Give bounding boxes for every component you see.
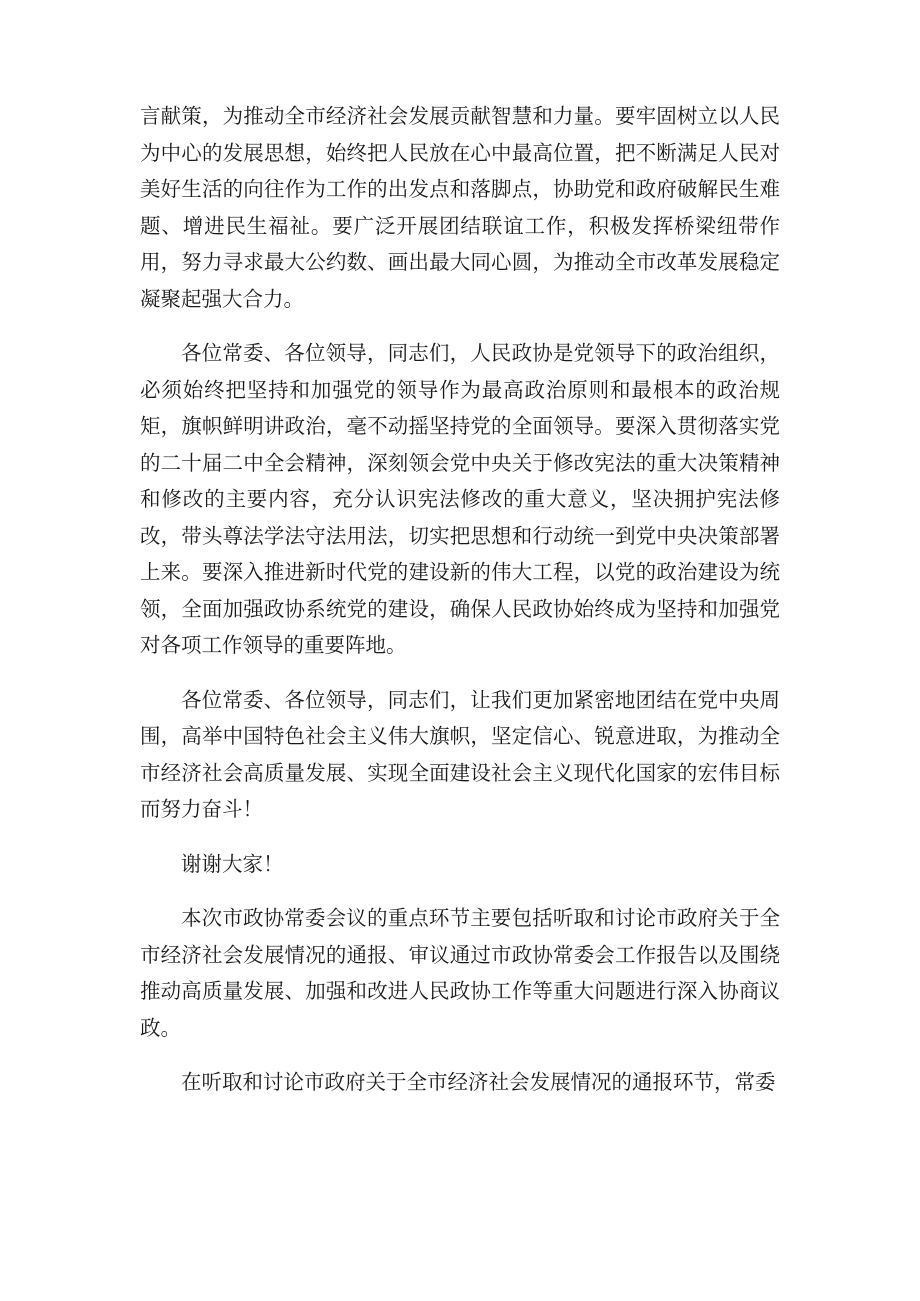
paragraph-6: 在听取和讨论市政府关于全市经济社会发展情况的通报环节，常委	[181, 1070, 776, 1094]
document-page	[140, 98, 780, 1119]
paragraph-5: 本次市政协常委会议的重点环节主要包括听取和讨论市政府关于全市经济社会发展情况的通报、审议通过市政协常委会工作报告以及围绕推动高质量发展、加强和改进人民政协工作等重大问题进行深入协商议政。	[140, 906, 780, 1040]
paragraph-2: 各位常委、各位领导，同志们，人民政协是党领导下的政治组织，必须始终把坚持和加强党的领导作为最高政治原则和最根本的政治规矩，旗帜鲜明讲政治，毫不动摇坚持党的全面领导。要深入贯彻落实党的二十届二中全会精神，深刻领会党中央关于修改宪法的重大决策精神和修改的主要内容，充分认识宪法修改的重大意义，坚决拥护宪法修改，带头尊法学法守法用法，切实把思想和行动统一到党中央决策部署上来。要深入推进新时代党的建设新的伟大工程，以党的政治建设为统领，全面加强政协系统党的建设，确保人民政协始终成为坚持和加强党对各项工作领导的重要阵地。	[140, 341, 780, 657]
paragraph-4: 谢谢大家！	[181, 851, 284, 876]
paragraph-1: 言献策，为推动全市经济社会发展贡献智慧和力量。要牢固树立以人民为中心的发展思想，始终把人民放在心中最高位置，把不断满足人民对美好生活的向往作为工作的出发点和落脚点，协助党和政府破解民生难题、增进民生福祉。要广泛开展团结联谊工作，积极发挥桥梁纽带作用，努力寻求最大公约数、画出最大同心圆，为推动全市改革发展稳定凝聚起强大合力。	[140, 104, 780, 311]
paragraph-3: 各位常委、各位领导，同志们，让我们更加紧密地团结在党中央周围，高举中国特色社会主义伟大旗帜，坚定信心、锐意进取，为推动全市经济社会高质量发展、实现全面建设社会主义现代化国家的宏伟目标而努力奋斗！	[140, 687, 780, 821]
